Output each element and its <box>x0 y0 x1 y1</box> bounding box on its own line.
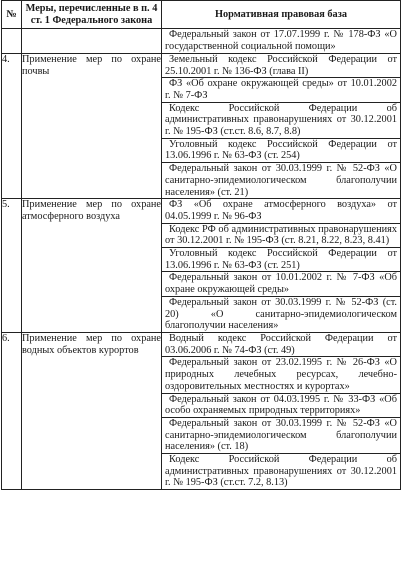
header-legal-base-label: Нормативная правовая база <box>215 8 347 20</box>
row-legal-base-cell <box>162 53 401 198</box>
table-row-6 <box>2 332 401 489</box>
row-number-cell: 6. <box>2 332 22 489</box>
legal-entry: Уголовный кодекс Российской Федерации от 13.06.1996 г. № 63-ФЗ (ст. 251) <box>162 247 400 271</box>
row-legal-base-cell <box>162 199 401 333</box>
row-legal-base-cell <box>162 332 401 489</box>
header-number <box>2 1 22 29</box>
legal-entry: Федеральный закон от 04.03.1995 г. № 33-ФЗ «Об особо охраняемых природных территориях» <box>162 393 400 417</box>
legal-entry: Водный кодекс Российской Федерации от 03.06.2006 г. № 74-ФЗ (ст. 49) <box>165 332 397 356</box>
legal-entry: Федеральный закон от 30.03.1999 г. № 52-ФЗ (ст. 20) «О санитарно-эпидемиологическом благополучии населения» <box>162 296 400 332</box>
legal-entry: Уголовный кодекс Российской Федерации от 13.06.1996 г. № 63-ФЗ (ст. 254) <box>162 138 400 162</box>
table-row-continuation <box>2 29 401 53</box>
row-number-cell <box>2 29 22 53</box>
row-measure-cell: Применение мер по охране атмосферного воздуха <box>22 199 162 333</box>
legal-entry: Федеральный закон от 10.01.2002 г. № 7-ФЗ «Об охране окружающей среды» <box>162 271 400 295</box>
row-measure-cell: Применение мер по охране водных объектов курортов <box>22 332 162 489</box>
header-measures-label: Меры, перечисленные в п. 4 ст. 1 Федерального закона <box>25 3 158 26</box>
header-legal-base <box>162 1 401 29</box>
legal-entry: Кодекс Российской Федерации об административных правонарушениях от 30.12.2001 г. № 195-ФЗ (ст.ст. 7.2, 8.13) <box>162 453 400 489</box>
legal-entry: Федеральный закон от 30.03.1999 г. № 52-ФЗ «О санитарно-эпидемиологическом благополучии населения» (ст. 18) <box>162 417 400 453</box>
legal-entry: Федеральный закон от 30.03.1999 г. № 52-ФЗ «О санитарно-эпидемиологическом благополучии населения» (ст. 21) <box>162 162 400 198</box>
legal-entry: Кодекс РФ об административных правонарушениях от 30.12.2001 г. № 195-ФЗ (ст. 8.21, 8.22, 8.23, 8.41) <box>162 223 400 247</box>
legal-measures-table <box>1 0 401 490</box>
row-measure-cell: Применение мер по охране почвы <box>22 53 162 198</box>
legal-entry: Федеральный закон от 23.02.1995 г. № 26-ФЗ «О природных лечебных ресурсах, лечебно-оздоровительных местностях и курортах» <box>162 356 400 392</box>
row-legal-base-cell <box>162 29 401 53</box>
row-number-cell: 4. <box>2 53 22 198</box>
header-number-label: № <box>6 8 17 20</box>
table-row-4 <box>2 53 401 198</box>
row-number-cell: 5. <box>2 199 22 333</box>
legal-entry: Кодекс Российской Федерации об административных правонарушениях от 30.12.2001 г. № 195-ФЗ (ст.ст. 8.6, 8.7, 8.8) <box>162 102 400 138</box>
table-header-row <box>2 1 401 29</box>
header-measures <box>22 1 162 29</box>
legal-entry: ФЗ «Об охране атмосферного воздуха» от 04.05.1999 г. № 96-ФЗ <box>165 199 397 222</box>
table-row-5 <box>2 199 401 333</box>
row-measure-cell <box>22 29 162 53</box>
legal-entry: Земельный кодекс Российской Федерации от 25.10.2001 г. № 136-ФЗ (глава II) <box>165 53 397 77</box>
legal-entry: ФЗ «Об охране окружающей среды» от 10.01.2002 г. № 7-ФЗ <box>162 77 400 101</box>
legal-entry: Федеральный закон от 17.07.1999 г. № 178-ФЗ «О государственной социальной помощи» <box>165 29 397 53</box>
